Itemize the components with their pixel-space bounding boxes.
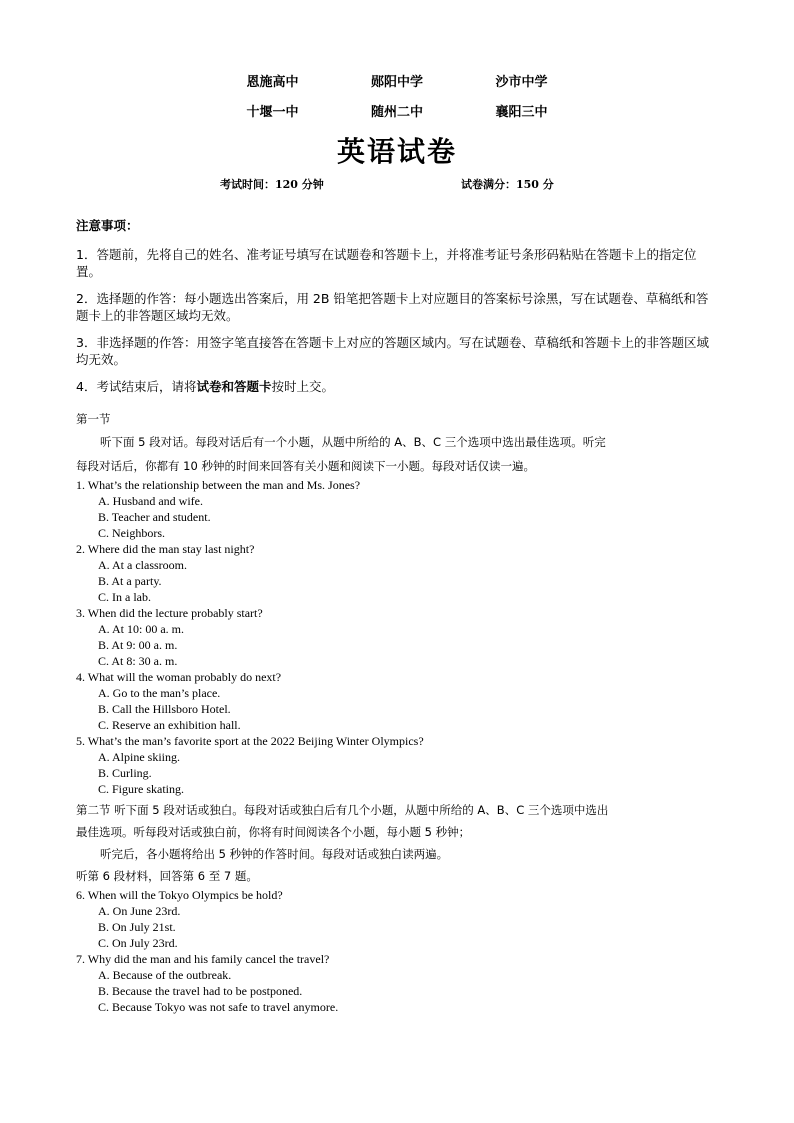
option-a: A. Husband and wife. xyxy=(98,494,203,508)
option-a: A. Because of the outbreak. xyxy=(98,968,232,982)
notice-item-1: 1．答题前，先将自己的姓名、准考证号填写在试题卷和答题卡上，并将准考证号条形码粘贴在答题卡上的指定位置。 xyxy=(76,247,697,279)
option-b: B. At a party. xyxy=(98,574,162,588)
notice-item-4-text: 4．考试结束后，请将 xyxy=(76,379,197,394)
option-a: A. At 10: 00 a. m. xyxy=(98,622,184,636)
question-text: 7. Why did the man and his family cancel the travel? xyxy=(76,952,330,966)
option-a: A. On June 23rd. xyxy=(98,904,181,918)
option-c: C. Figure skating. xyxy=(98,782,184,796)
option-b: B. At 9: 00 a. m. xyxy=(98,638,178,652)
option-a: A. Alpine skiing. xyxy=(98,750,181,764)
school-name: 随州二中 xyxy=(370,105,423,120)
exam-body xyxy=(76,210,716,1015)
question-3 xyxy=(76,605,716,669)
section-2-instruction-cont: 最佳选项。听每段对话或独白前，你将有时间阅读各个小题，每小题 5 秒钟； xyxy=(76,825,471,839)
school-name: 郧阳中学 xyxy=(370,75,423,90)
option-a: A. At a classroom. xyxy=(98,558,187,572)
notice-item-2: 2．选择题的作答：每小题选出答案后，用 2B 铅笔把答题卡上对应题目的答案标号涂黑，写在试题卷、草稿纸和答题卡上的非答题区域均无效。 xyxy=(76,291,709,323)
exam-meta xyxy=(0,174,794,196)
question-text: 2. Where did the man stay last night? xyxy=(76,542,255,556)
option-b: B. Call the Hillsboro Hotel. xyxy=(98,702,231,716)
question-text: 4. What will the woman probably do next? xyxy=(76,670,282,684)
notice-item-4 xyxy=(76,378,716,395)
notice-item-3: 3．非选择题的作答：用签字笔直接答在答题卡上对应的答题区域内。写在试题卷、草稿纸和答题卡上的非答题区域均无效。 xyxy=(76,335,709,367)
option-a: A. Go to the man’s place. xyxy=(98,686,221,700)
option-c: C. At 8: 30 a. m. xyxy=(98,654,178,668)
question-text: 3. When did the lecture probably start? xyxy=(76,606,263,620)
option-c: C. Because Tokyo was not safe to travel anymore. xyxy=(98,1000,339,1014)
school-name: 十堰一中 xyxy=(246,105,299,120)
section-1-heading: 第一节 xyxy=(76,412,111,426)
school-names-row-2 xyxy=(0,98,794,128)
question-2 xyxy=(76,541,716,605)
full-score: 试卷满分：150 分 xyxy=(461,178,554,191)
school-names-row-1 xyxy=(0,68,794,98)
question-text: 5. What’s the man’s favorite sport at the 2022 Beijing Winter Olympics? xyxy=(76,734,424,748)
option-b: B. Because the travel had to be postponed. xyxy=(98,984,303,998)
question-text: 6. When will the Tokyo Olympics be hold? xyxy=(76,888,283,902)
question-text: 1. What’s the relationship between the man and Ms. Jones? xyxy=(76,478,361,492)
material-6-heading: 听第 6 段材料，回答第 6 至 7 题。 xyxy=(76,869,258,883)
question-list-part-2 xyxy=(76,887,716,1015)
exam-time: 考试时间：120 分钟 xyxy=(220,178,324,191)
question-7 xyxy=(76,951,716,1015)
section-1-instruction: 听下面 5 段对话。每段对话后有一个小题，从题中所给的 A、B、C 三个选项中选出最佳选项。听完 xyxy=(100,435,606,449)
option-c: C. On July 23rd. xyxy=(98,936,178,950)
question-6 xyxy=(76,887,716,951)
option-c: C. Reserve an exhibition hall. xyxy=(98,718,241,732)
exam-title: 英语试卷 xyxy=(336,135,457,168)
option-c: C. In a lab. xyxy=(98,590,151,604)
option-c: C. Neighbors. xyxy=(98,526,165,540)
question-5 xyxy=(76,733,716,797)
notice-item-4-text-end: 按时上交。 xyxy=(271,379,334,394)
option-b: B. Teacher and student. xyxy=(98,510,211,524)
question-list-part-1 xyxy=(76,477,716,797)
option-b: B. Curling. xyxy=(98,766,152,780)
question-1 xyxy=(76,477,716,541)
notice-item-4-emphasis: 试卷和答题卡 xyxy=(196,379,272,394)
school-name: 沙市中学 xyxy=(495,75,548,90)
option-b: B. On July 21st. xyxy=(98,920,176,934)
section-1-instruction-cont: 每段对话后，你都有 10 秒钟的时间来回答有关小题和阅读下一小题。每段对话仅读一遍。 xyxy=(76,459,535,473)
school-name: 恩施高中 xyxy=(246,75,299,90)
school-name: 襄阳三中 xyxy=(495,105,548,120)
notice-heading: 注意事项： xyxy=(76,218,139,233)
section-2-instruction-note: 听完后，各小题将给出 5 秒钟的作答时间。每段对话或独白读两遍。 xyxy=(100,847,449,861)
question-4 xyxy=(76,669,716,733)
section-2-instruction: 第二节 听下面 5 段对话或独白。每段对话或独白后有几个小题，从题中所给的 A、B、C 三个选项中选出 xyxy=(76,803,609,817)
